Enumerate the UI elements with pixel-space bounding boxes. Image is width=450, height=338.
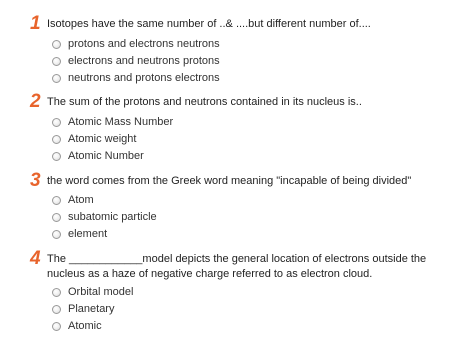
radio-button[interactable] bbox=[52, 305, 61, 314]
radio-button[interactable] bbox=[52, 152, 61, 161]
radio-button[interactable] bbox=[52, 57, 61, 66]
question-number: 3 bbox=[30, 170, 41, 191]
option-radio[interactable] bbox=[52, 209, 157, 225]
option-radio[interactable] bbox=[52, 318, 102, 334]
question-text: The sum of the protons and neutrons contained in its nucleus is.. bbox=[47, 96, 362, 108]
option-label: electrons and neutrons protons bbox=[68, 55, 220, 67]
radio-button[interactable] bbox=[52, 118, 61, 127]
option-label: subatomic particle bbox=[68, 211, 157, 223]
option-label: Atom bbox=[68, 194, 94, 206]
option-radio[interactable] bbox=[52, 131, 136, 147]
option-label: Atomic weight bbox=[68, 133, 137, 145]
option-label: Planetary bbox=[68, 303, 115, 315]
option-label: element bbox=[68, 228, 108, 240]
question-number: 2 bbox=[30, 91, 41, 112]
option-radio[interactable] bbox=[52, 53, 220, 69]
option-radio[interactable] bbox=[52, 36, 220, 52]
radio-button[interactable] bbox=[52, 74, 61, 83]
option-radio[interactable] bbox=[52, 70, 220, 86]
option-radio[interactable] bbox=[52, 114, 173, 130]
question-text: the word comes from the Greek word meaning "incapable of being divided" bbox=[47, 175, 412, 187]
option-radio[interactable] bbox=[52, 301, 114, 317]
radio-button[interactable] bbox=[52, 213, 61, 222]
question-text: The ____________model depicts the general location of electrons outside the nucleus as a haze of negative charge referred to as electron cloud. bbox=[47, 253, 427, 280]
option-label: Orbital model bbox=[68, 286, 134, 298]
option-radio[interactable] bbox=[52, 148, 144, 164]
radio-button[interactable] bbox=[52, 230, 61, 239]
option-label: Atomic bbox=[68, 320, 102, 332]
option-label: neutrons and protons electrons bbox=[68, 72, 220, 84]
option-radio[interactable] bbox=[52, 226, 107, 242]
radio-button[interactable] bbox=[52, 40, 61, 49]
option-radio[interactable] bbox=[52, 192, 94, 208]
question-text: Isotopes have the same number of ..& ....but different number of.... bbox=[47, 18, 371, 30]
option-label: Atomic Mass Number bbox=[68, 116, 174, 128]
question-number: 4 bbox=[30, 248, 41, 269]
radio-button[interactable] bbox=[52, 196, 61, 205]
radio-button[interactable] bbox=[52, 135, 61, 144]
radio-button[interactable] bbox=[52, 322, 61, 331]
option-label: protons and electrons neutrons bbox=[68, 38, 220, 50]
option-radio[interactable] bbox=[52, 284, 133, 300]
question-number: 1 bbox=[30, 13, 41, 34]
option-label: Atomic Number bbox=[68, 150, 144, 162]
radio-button[interactable] bbox=[52, 288, 61, 297]
